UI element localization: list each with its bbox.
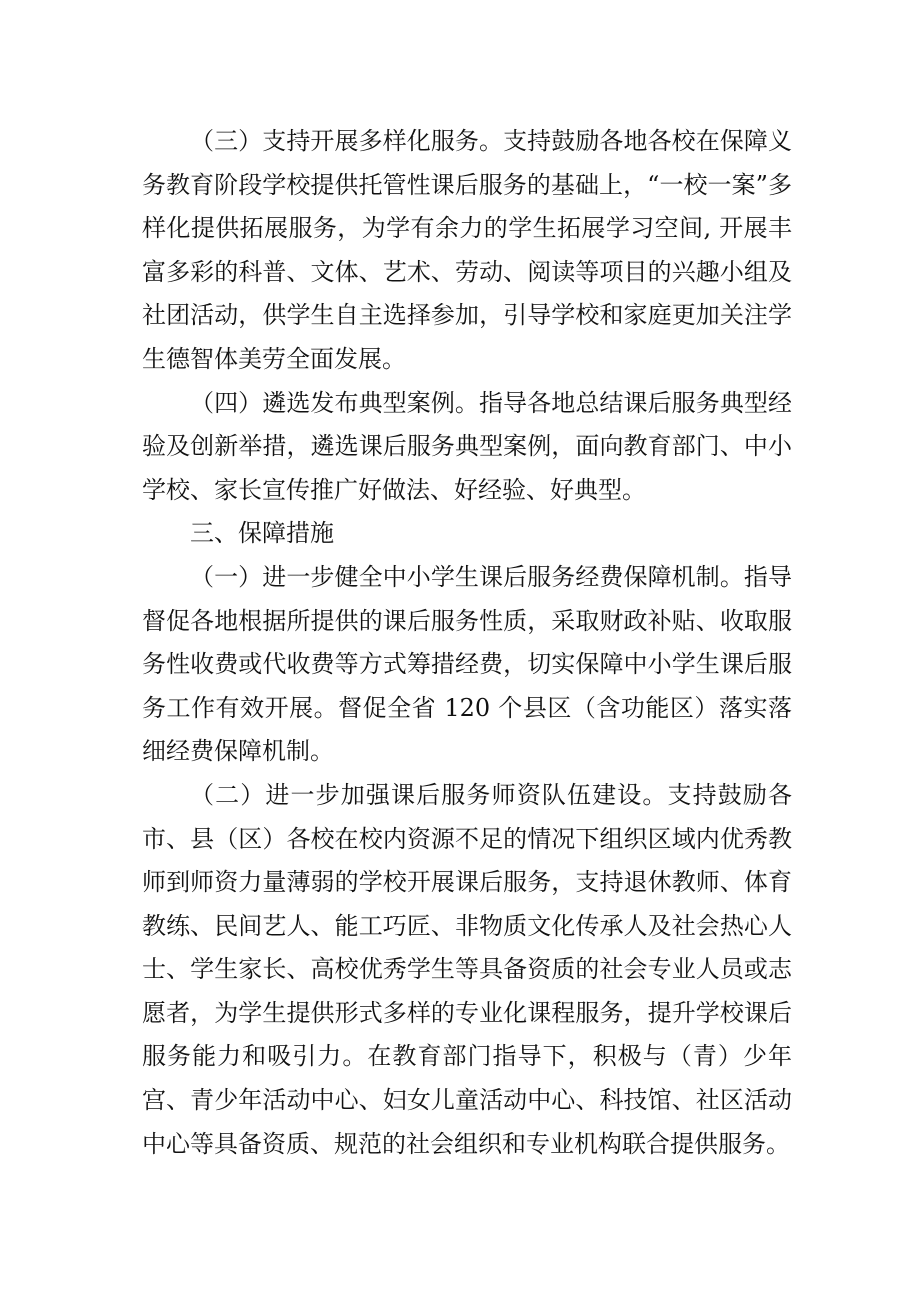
document-body — [142, 120, 792, 1166]
paragraph-funding-mechanism: （一）进一步健全中小学生课后服务经费保障机制。指导督促各地根据所提供的课后服务性质，采取财政补贴、收取服务性收费或代收费等方式筹措经费，切实保障中小学生课后服务工作有效开展。督促全省 120 个县区（含功能区）落实落细经费保障机制。 — [142, 562, 792, 766]
paragraph-teacher-team: （二）进一步加强课后服务师资队伍建设。支持鼓励各市、县（区）各校在校内资源不足的情况下组织区域内优秀教师到师资力量薄弱的学校开展课后服务，支持退休教师、体育教练、民间艺人、能工巧匠、非物质文化传承人及社会热心人士、学生家长、高校优秀学生等具备资质的社会专业人员或志愿者，为学生提供形式多样的专业化课程服务，提升学校课后服务能力和吸引力。在教育部门指导下，积极与（青）少年宫、青少年活动中心、妇女儿童活动中心、科技馆、社区活动中心等具备资质、规范的社会组织和专业机构联合提供服务。 — [142, 780, 792, 1158]
paragraph-diversified-services: （三）支持开展多样化服务。支持鼓励各地各校在保障义务教育阶段学校提供托管性课后服务的基础上，“一校一案”多样化提供拓展服务，为学有余力的学生拓展学习空间, 开展丰富多彩的科普、文体、艺术、劳动、阅读等项目的兴趣小组及社团活动，供学生自主选择参加，引导学校和家庭更加关注学生德智体美劳全面发展。 — [142, 127, 792, 373]
section-heading-safeguards: 三、保障措施 — [190, 519, 334, 548]
paragraph-typical-cases: （四）遴选发布典型案例。指导各地总结课后服务典型经验及创新举措，遴选课后服务典型案例，面向教育部门、中小学校、家长宣传推广好做法、好经验、好典型。 — [142, 388, 792, 504]
